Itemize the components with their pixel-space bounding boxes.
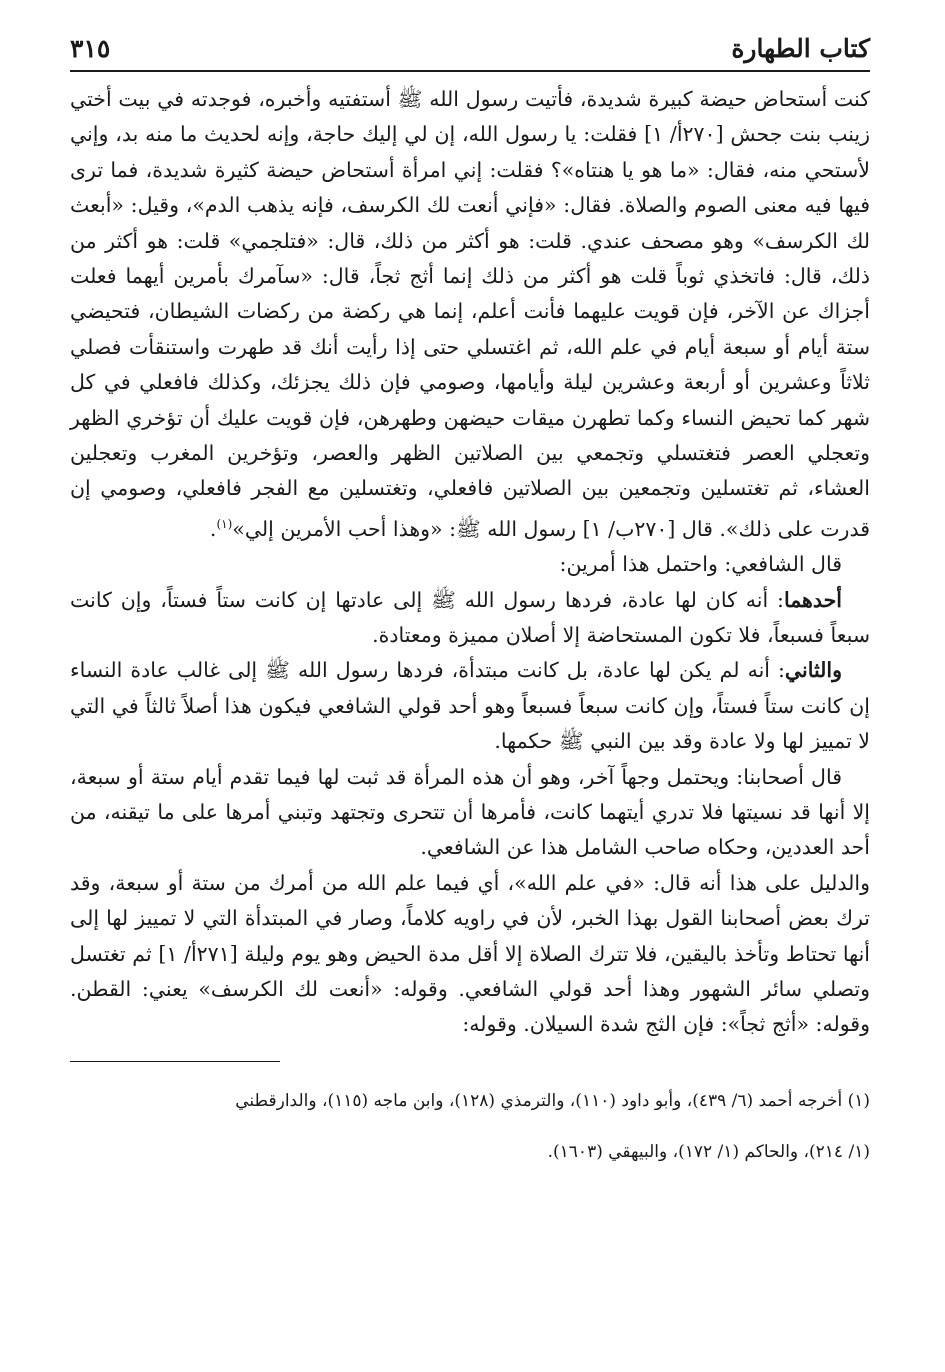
paragraph-text: : أنه كان لها عادة، فردها رسول الله ﷺ إلى عادتها إن كانت ستاً فستاً، وإن كانت سبعاً فسبعاً، فلا تكون المستحاضة إلا أصلان مميزة ومعتادة. (70, 587, 870, 647)
page-number: ٣١٥ (70, 34, 118, 63)
footnote-line: (١) أخرجه أحمد (٦/ ٤٣٩)، وأبو داود (١١٠)، والترمذي (١٢٨)، وابن ماجه (١١٥)، والدارقطني (235, 1090, 870, 1111)
footnote-line: (١/ ٢١٤)، والحاكم (١/ ١٧٢)، والبيهقي (١٦٠٣). (547, 1141, 870, 1162)
paragraph-first (70, 583, 870, 654)
paragraph-companions: قال أصحابنا: ويحتمل وجهاً آخر، وهو أن هذه المرأة قد ثبت لها فيما تقدم أيام ستة أو سبعة، إلا أنها قد نسيتها فلا تدري أيتهما كانت، فأمرها أن تتحرى وتجتهد وتبني أمرها على ما تيقنه، من أحد العددين، وحكاه صاحب الشامل هذا عن الشافعي. (70, 764, 870, 860)
book-page (70, 30, 870, 1178)
main-text (70, 82, 870, 1043)
paragraph-hadith (70, 82, 870, 547)
paragraph-lead: أحدهما (783, 587, 842, 612)
paragraph-text: : أنه لم يكن لها عادة، بل كانت مبتدأة، فردها رسول الله ﷺ إلى غالب عادة النساء إن كانت ستاً فستاً، وإن كانت سبعاً فسبعاً وهو أحد قولي الشافعي فيكون هذا أصلاً ثالثاً في التي لا تمييز لها ولا عادة وقد بين النبي ﷺ حكمها. (70, 658, 870, 754)
paragraph-evidence: والدليل على هذا أنه قال: «في علم الله»، أي فيما علم الله من أمرك من ستة أو سبعة، وقد ترك بعض أصحابنا القول بهذا الخبر، لأن في راويه كلاماً، وصار في المبتدأة التي لا تمييز لها إلى أنها تحتاط وتأخذ باليقين، فلا تترك الصلاة إلا أقل مدة الحيض وهو يوم وليلة [٢٧١أ/ ١] ثم تغتسل وتصلي سائر الشهور وهذا أحد قولي الشافعي. وقوله: «أنعت لك الكرسف» يعني: القطن. وقوله: «أثج ثجاً»: فإن الثج شدة السيلان. وقوله: (70, 870, 870, 1037)
paragraph-shafii: قال الشافعي: واحتمل هذا أمرين: (559, 552, 842, 577)
paragraph-lead: والثاني (784, 658, 842, 683)
footnotes (70, 1076, 870, 1178)
paragraph-end: . (209, 516, 217, 541)
footnote-divider (70, 1061, 280, 1062)
page-header (70, 30, 870, 72)
paragraph-second (70, 653, 870, 759)
paragraph-text: كنت أستحاض حيضة كبيرة شديدة، فأتيت رسول الله ﷺ أستفتيه وأخبره، فوجدته في بيت أختي زينب بنت جحش [٢٧٠أ/ ١] فقلت: يا رسول الله، إن لي إليك حاجة، وإنه لحديث ما منه بد، وإني لأستحي منه، فقال: «ما هو يا هنتاه»؟ فقلت: إني امرأة أستحاض حيضة كثيرة شديدة، فما ترى فيها فيه معنى الصوم والصلاة. فقال: «فإني أنعت لك الكرسف، فإنه يذهب الدم»، وقيل: «أبعث لك الكرسف» وهو مصحف عندي. قلت: هو أكثر من ذلك، قال: «فتلجمي» قلت: هو أكثر من ذلك، قال: فاتخذي ثوباً قلت هو أكثر من ذلك إنما أثج ثجاً، قال: «سآمرك بأمرين أيهما فعلت أجزاك عن الآخر، فإن قويت عليهما فأنت أعلم، إنما هي ركضة من ركضات الشيطان، فتحيضي ستة أيام أو سبعة أيام في علم الله، ثم اغتسلي حتى إذا رأيت أنك قد طهرت واستنقأت فصلي ثلاثاً وعشرين أو أربعة وعشرين ليلة وأيامها، وصومي فإن ذلك يجزئك، وكذلك فافعلي في كل شهر كما تحيض النساء وكما تطهرن ميقات حيضهن وطهرهن، فإن قويت عليك أن تؤخري الظهر وتعجلي العصر فتغتسلي وتجمعي بين الصلاتين الظهر والعصر، وتؤخرين المغرب وتعجلين العشاء، ثم تغتسلين وتجمعين بين الصلاتين فافعلي، وتغتسلين مع الفجر فافعلي، وصومي إن قدرت على ذلك». قال [٢٧٠ب/ ١] رسول الله ﷺ: «وهذا أحب الأمرين إلي» (70, 87, 870, 541)
chapter-title: كتاب الطهارة (723, 34, 870, 63)
footnote-reference: (١) (216, 516, 233, 531)
